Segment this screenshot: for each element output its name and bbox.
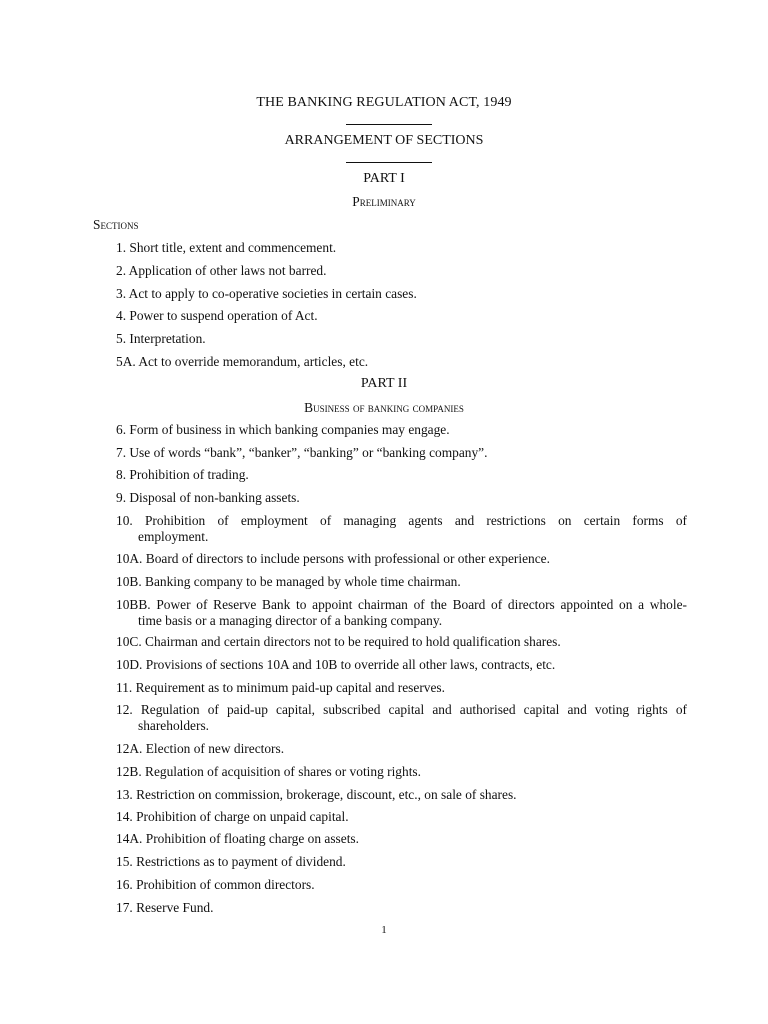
section-entry-text: 10D. Provisions of sections 10A and 10B to override all other laws, contracts, etc. — [116, 657, 556, 672]
section-list-item — [116, 445, 687, 461]
section-entry-text: 10. Prohibition of employment of managing agents and restrictions on certain forms of — [116, 513, 687, 528]
section-entry-text: 10A. Board of directors to include persons with professional or other experience. — [116, 551, 550, 566]
section-list-item — [116, 900, 687, 916]
part-1-heading: PART I — [363, 171, 405, 186]
section-entry-text: 14. Prohibition of charge on unpaid capital. — [116, 809, 349, 824]
section-entry-text: 1. Short title, extent and commencement. — [116, 240, 337, 255]
section-entry-text: 5A. Act to override memorandum, articles, etc. — [116, 354, 369, 369]
section-entry-text: 2. Application of other laws not barred. — [116, 263, 327, 278]
section-entry-text: 9. Disposal of non-banking assets. — [116, 490, 300, 505]
section-entry-continuation: shareholders. — [138, 718, 210, 733]
section-list-item — [116, 764, 687, 780]
section-list-item — [116, 286, 687, 302]
section-list-item — [116, 702, 687, 734]
section-list-item — [116, 597, 687, 629]
section-list-item — [116, 422, 687, 438]
arrangement-heading: ARRANGEMENT OF SECTIONS — [284, 133, 484, 148]
section-list-item — [116, 680, 687, 696]
section-list-item — [116, 854, 687, 870]
section-list-item — [116, 551, 687, 567]
section-entry-text: 12B. Regulation of acquisition of shares or voting rights. — [116, 764, 421, 779]
section-entry-text: 12A. Election of new directors. — [116, 741, 285, 756]
section-list-item — [116, 877, 687, 893]
page-number: 1 — [381, 924, 387, 936]
section-list-item — [116, 634, 687, 650]
section-entry-text: 14A. Prohibition of floating charge on assets. — [116, 831, 359, 846]
part-2-subheading: Business of banking companies — [304, 400, 464, 415]
section-list-item — [116, 467, 687, 483]
section-entry-text: 6. Form of business in which banking companies may engage. — [116, 422, 450, 437]
title-divider — [346, 124, 432, 125]
section-list-item — [116, 831, 687, 847]
arrangement-divider — [346, 162, 432, 163]
section-entry-text: 10B. Banking company to be managed by whole time chairman. — [116, 574, 461, 589]
section-entry-text: 5. Interpretation. — [116, 331, 206, 346]
section-list-item — [116, 490, 687, 506]
section-entry-continuation: employment. — [138, 529, 209, 544]
section-list-item — [116, 263, 687, 279]
section-list-item — [116, 331, 687, 347]
section-entry-text: 12. Regulation of paid-up capital, subscribed capital and authorised capital and voting rights of — [116, 702, 687, 717]
section-list-item — [116, 787, 687, 803]
section-entry-text: 15. Restrictions as to payment of dividend. — [116, 854, 346, 869]
section-list-item — [116, 240, 687, 256]
part-2-heading: PART II — [360, 376, 408, 391]
section-entry-text: 10C. Chairman and certain directors not to be required to hold qualification shares. — [116, 634, 561, 649]
sections-label: Sections — [93, 217, 139, 232]
section-entry-text: 8. Prohibition of trading. — [116, 467, 249, 482]
section-entry-continuation: time basis or a managing director of a banking company. — [138, 613, 443, 628]
part-1-subheading: Preliminary — [352, 194, 416, 209]
section-entry-text: 3. Act to apply to co-operative societies in certain cases. — [116, 286, 417, 301]
section-list-item — [116, 574, 687, 590]
section-list-item — [116, 809, 687, 825]
section-list-item — [116, 657, 687, 673]
section-list-item — [116, 513, 687, 545]
section-entry-text: 10BB. Power of Reserve Bank to appoint chairman of the Board of directors appointed on a whole- — [116, 597, 687, 612]
section-entry-text: 11. Requirement as to minimum paid-up capital and reserves. — [116, 680, 445, 695]
section-list-item — [116, 741, 687, 757]
section-entry-text: 13. Restriction on commission, brokerage, discount, etc., on sale of shares. — [116, 787, 517, 802]
section-entry-text: 4. Power to suspend operation of Act. — [116, 308, 318, 323]
section-list-item — [116, 354, 687, 370]
section-entry-text: 16. Prohibition of common directors. — [116, 877, 315, 892]
section-entry-text: 7. Use of words “bank”, “banker”, “banking” or “banking company”. — [116, 445, 488, 460]
section-list-item — [116, 308, 687, 324]
section-entry-text: 17. Reserve Fund. — [116, 900, 214, 915]
act-title: THE BANKING REGULATION ACT, 1949 — [256, 95, 512, 110]
